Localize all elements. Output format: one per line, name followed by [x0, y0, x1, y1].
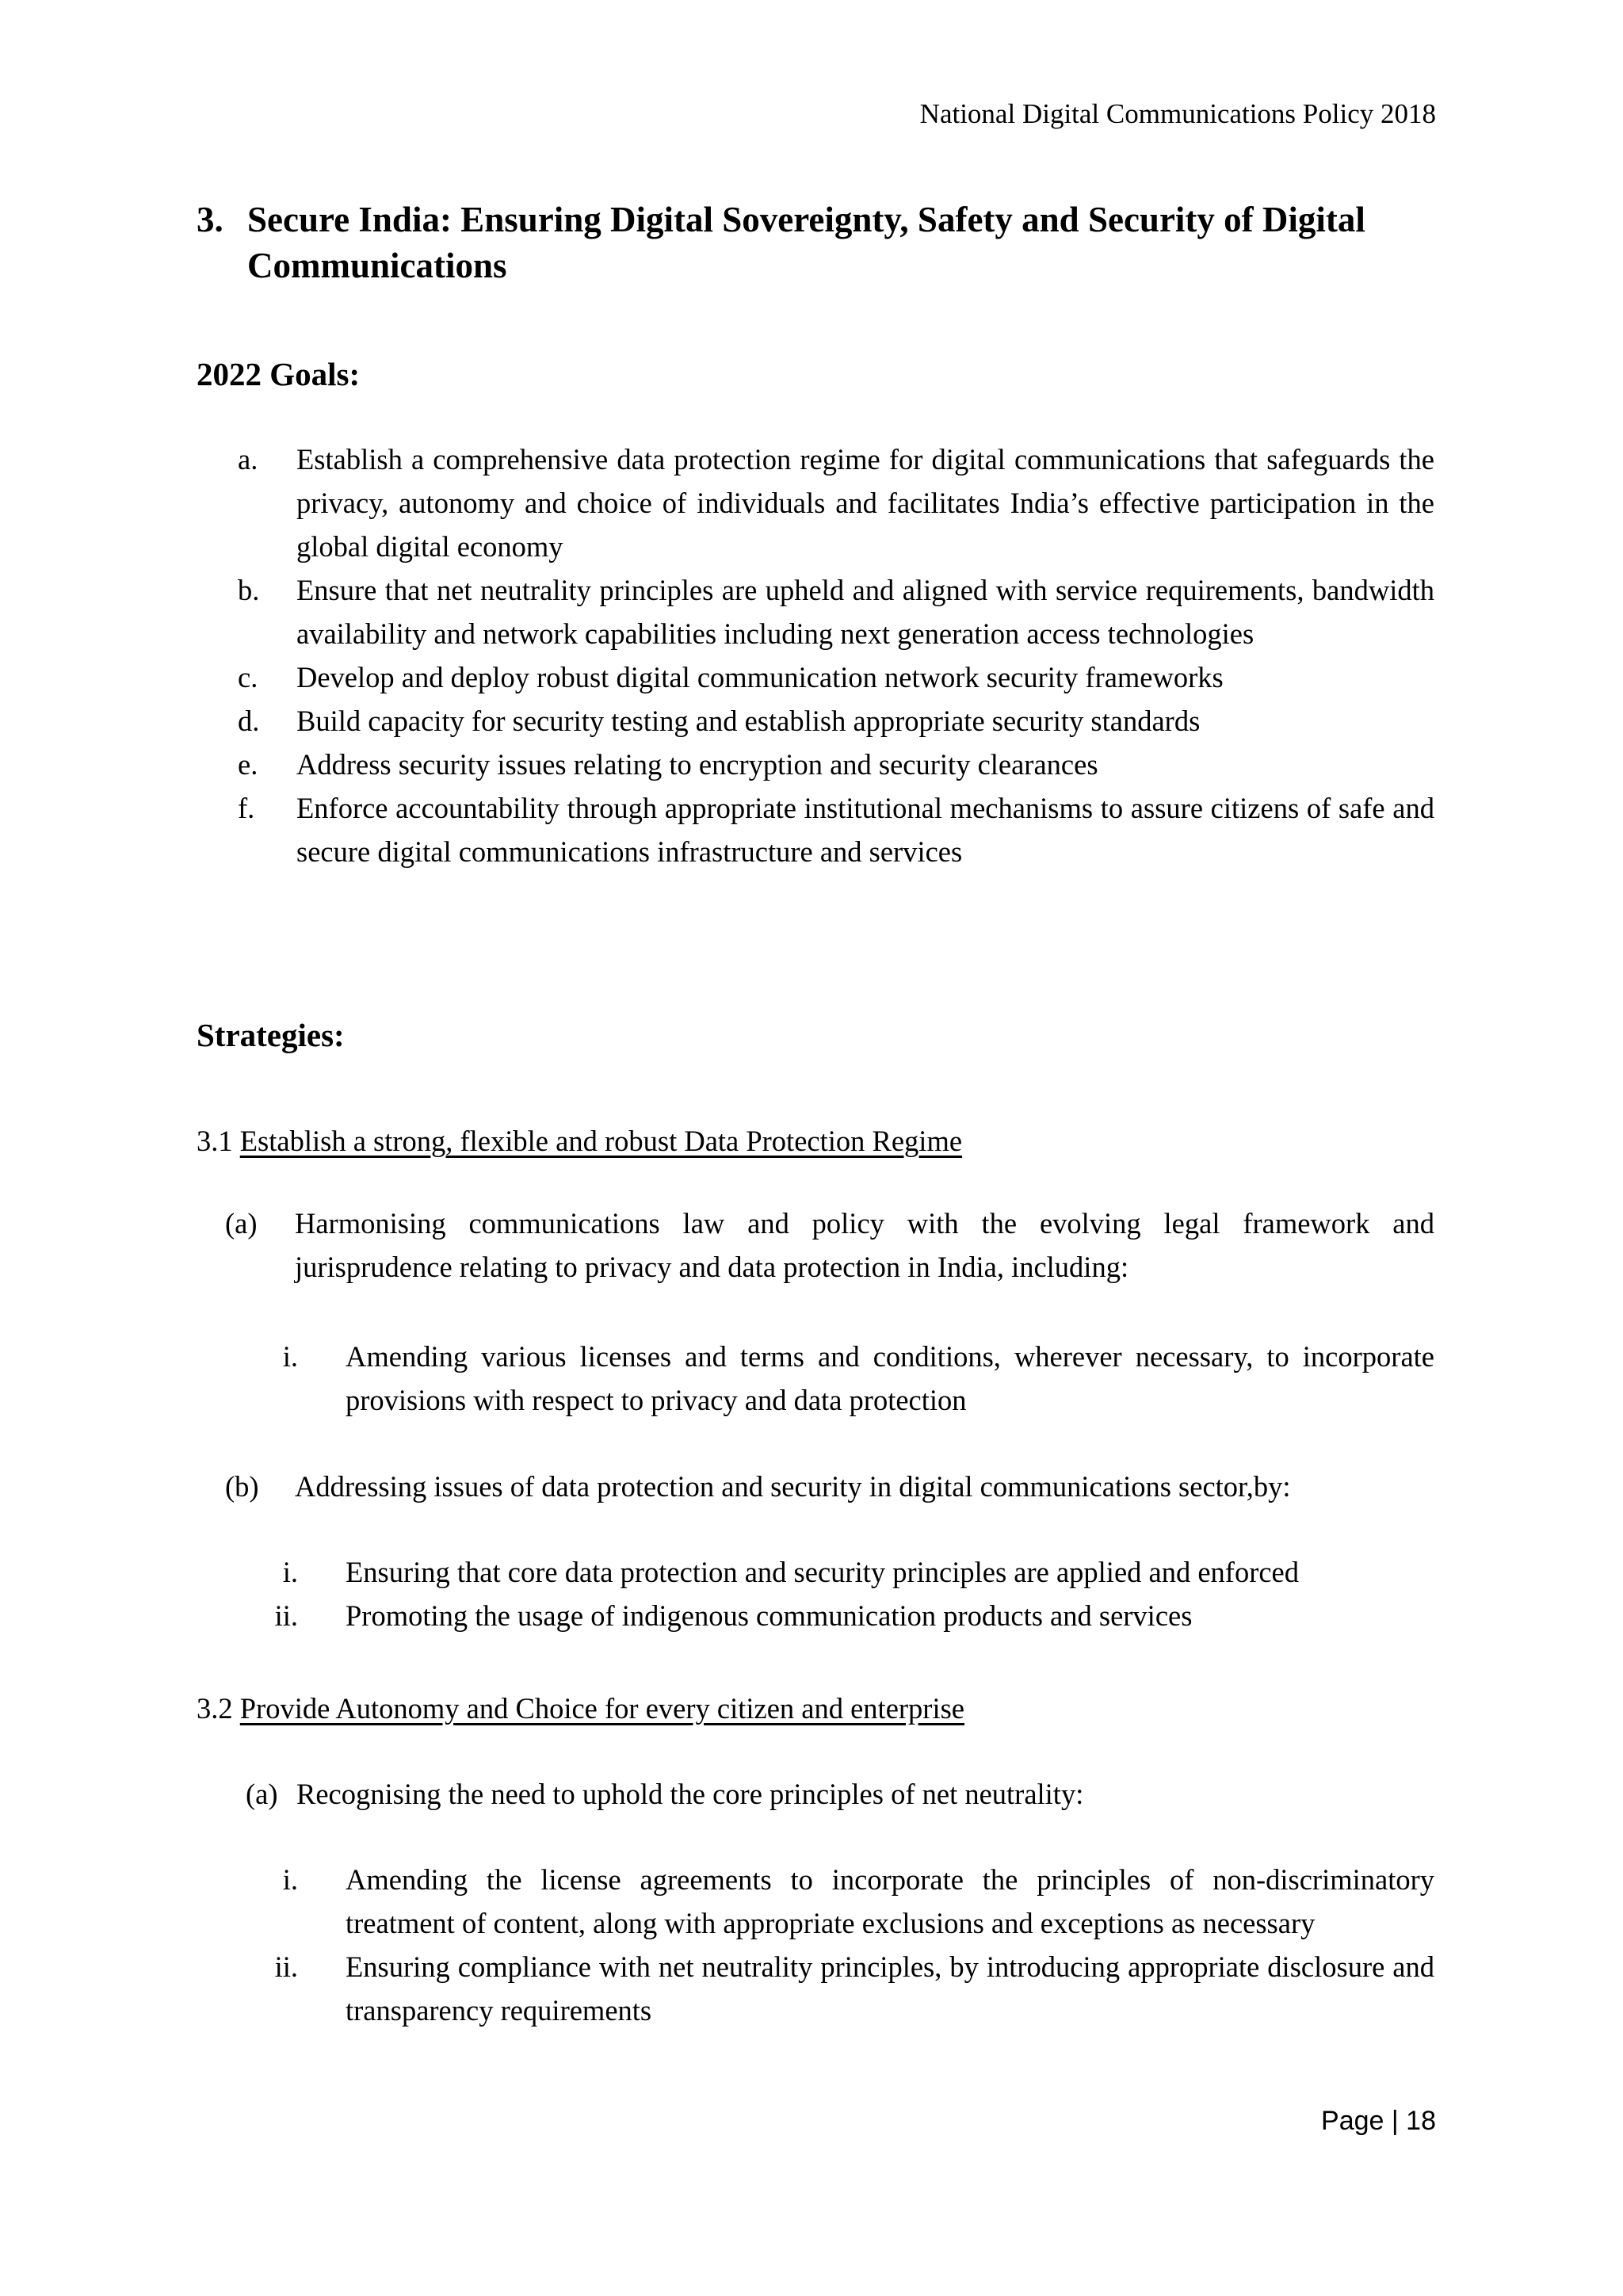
- strategies-heading: Strategies:: [197, 1017, 345, 1053]
- strategy-title: Provide Autonomy and Choice for every citizen and enterprise: [239, 1692, 964, 1725]
- list-item: [225, 1465, 1434, 1508]
- list-item-text: Promoting the usage of indigenous communication products and services: [346, 1599, 1193, 1632]
- list-item: [238, 786, 1434, 873]
- list-item-text: Recognising the need to uphold the core principles of net neutrality:: [296, 1778, 1084, 1810]
- list-marker: (b): [225, 1470, 259, 1503]
- list-marker: d.: [238, 705, 260, 737]
- list-marker: (a): [225, 1207, 258, 1240]
- list-item: [250, 1858, 1434, 1945]
- list-item: [238, 699, 1434, 743]
- strategy-number: 3.1: [197, 1125, 233, 1157]
- strategy-3-1-b-items: [250, 1550, 1434, 1637]
- list-item: [250, 1945, 1434, 2032]
- list-marker: a.: [238, 443, 258, 476]
- list-marker: i.: [282, 1863, 298, 1896]
- list-marker: ii.: [274, 1599, 298, 1632]
- list-item: [238, 655, 1434, 699]
- list-item: [238, 743, 1434, 786]
- list-marker: f.: [238, 792, 255, 824]
- list-item: [250, 1550, 1434, 1594]
- strategy-3-1-b: [225, 1465, 1434, 1508]
- goals-list: [238, 437, 1434, 873]
- list-item-text: Enforce accountability through appropriate institutional mechanisms to assure citizens of safe and secure digital communications infrastructure and services: [296, 792, 1434, 868]
- list-item-text: Address security issues relating to encryption and security clearances: [296, 748, 1098, 781]
- list-item-text: Ensure that net neutrality principles are upheld and aligned with service requirements, bandwidth availability and network capabilities including next generation access technologies: [296, 574, 1434, 650]
- list-item-text: Build capacity for security testing and establish appropriate security standards: [296, 705, 1201, 737]
- list-item: [250, 1594, 1434, 1637]
- strategy-3-1-heading: [197, 1119, 962, 1163]
- strategy-3-2-heading: [197, 1687, 964, 1730]
- list-item-text: Establish a comprehensive data protection regime for digital communications that safeguards the privacy, autonomy and choice of individuals and facilitates India’s effective participation in the global digital economy: [296, 443, 1434, 563]
- list-item: [238, 437, 1434, 568]
- list-item: [238, 568, 1434, 655]
- list-marker: ii.: [274, 1950, 298, 1983]
- running-header: National Digital Communications Policy 2018: [919, 98, 1436, 129]
- list-marker: c.: [238, 661, 258, 693]
- goals-heading: 2022 Goals:: [197, 356, 361, 392]
- list-item-text: Amending various licenses and terms and conditions, wherever necessary, to incorporate provisions with respect to privacy and data protection: [346, 1340, 1434, 1416]
- list-item: [246, 1772, 1434, 1816]
- list-marker: i.: [282, 1340, 298, 1373]
- list-marker: b.: [238, 574, 260, 606]
- page-number: Page | 18: [1321, 2106, 1436, 2136]
- list-item-text: Addressing issues of data protection and security in digital communications sector,by:: [295, 1470, 1291, 1503]
- list-item: [225, 1201, 1434, 1289]
- section-number: 3.: [197, 200, 223, 239]
- list-item-text: Ensuring that core data protection and security principles are applied and enforced: [346, 1556, 1300, 1588]
- list-item-text: Develop and deploy robust digital communication network security frameworks: [296, 661, 1224, 693]
- list-item-text: Ensuring compliance with net neutrality principles, by introducing appropriate disclosure and transparency requirements: [346, 1950, 1434, 2027]
- strategy-3-1-a-items: [250, 1335, 1434, 1422]
- strategy-number: 3.2: [197, 1692, 233, 1725]
- strategy-3-1-a: [225, 1201, 1434, 1289]
- list-item: [250, 1335, 1434, 1422]
- section-title-text: Secure India: Ensuring Digital Sovereignty, Safety and Security of Digital Communications: [247, 200, 1365, 285]
- list-item-text: Harmonising communications law and policy with the evolving legal framework and jurisprudence relating to privacy and data protection in India, including:: [295, 1207, 1434, 1283]
- strategy-title: Establish a strong, flexible and robust Data Protection Regime: [239, 1125, 963, 1157]
- list-item-text: Amending the license agreements to incorporate the principles of non-discriminatory treatment of content, along with appropriate exclusions and exceptions as necessary: [346, 1863, 1434, 1939]
- list-marker: e.: [238, 748, 258, 781]
- strategy-3-2-a-items: [250, 1858, 1434, 2032]
- strategy-3-2-a: [246, 1772, 1434, 1816]
- list-marker: i.: [282, 1556, 298, 1588]
- list-marker: (a): [246, 1778, 278, 1810]
